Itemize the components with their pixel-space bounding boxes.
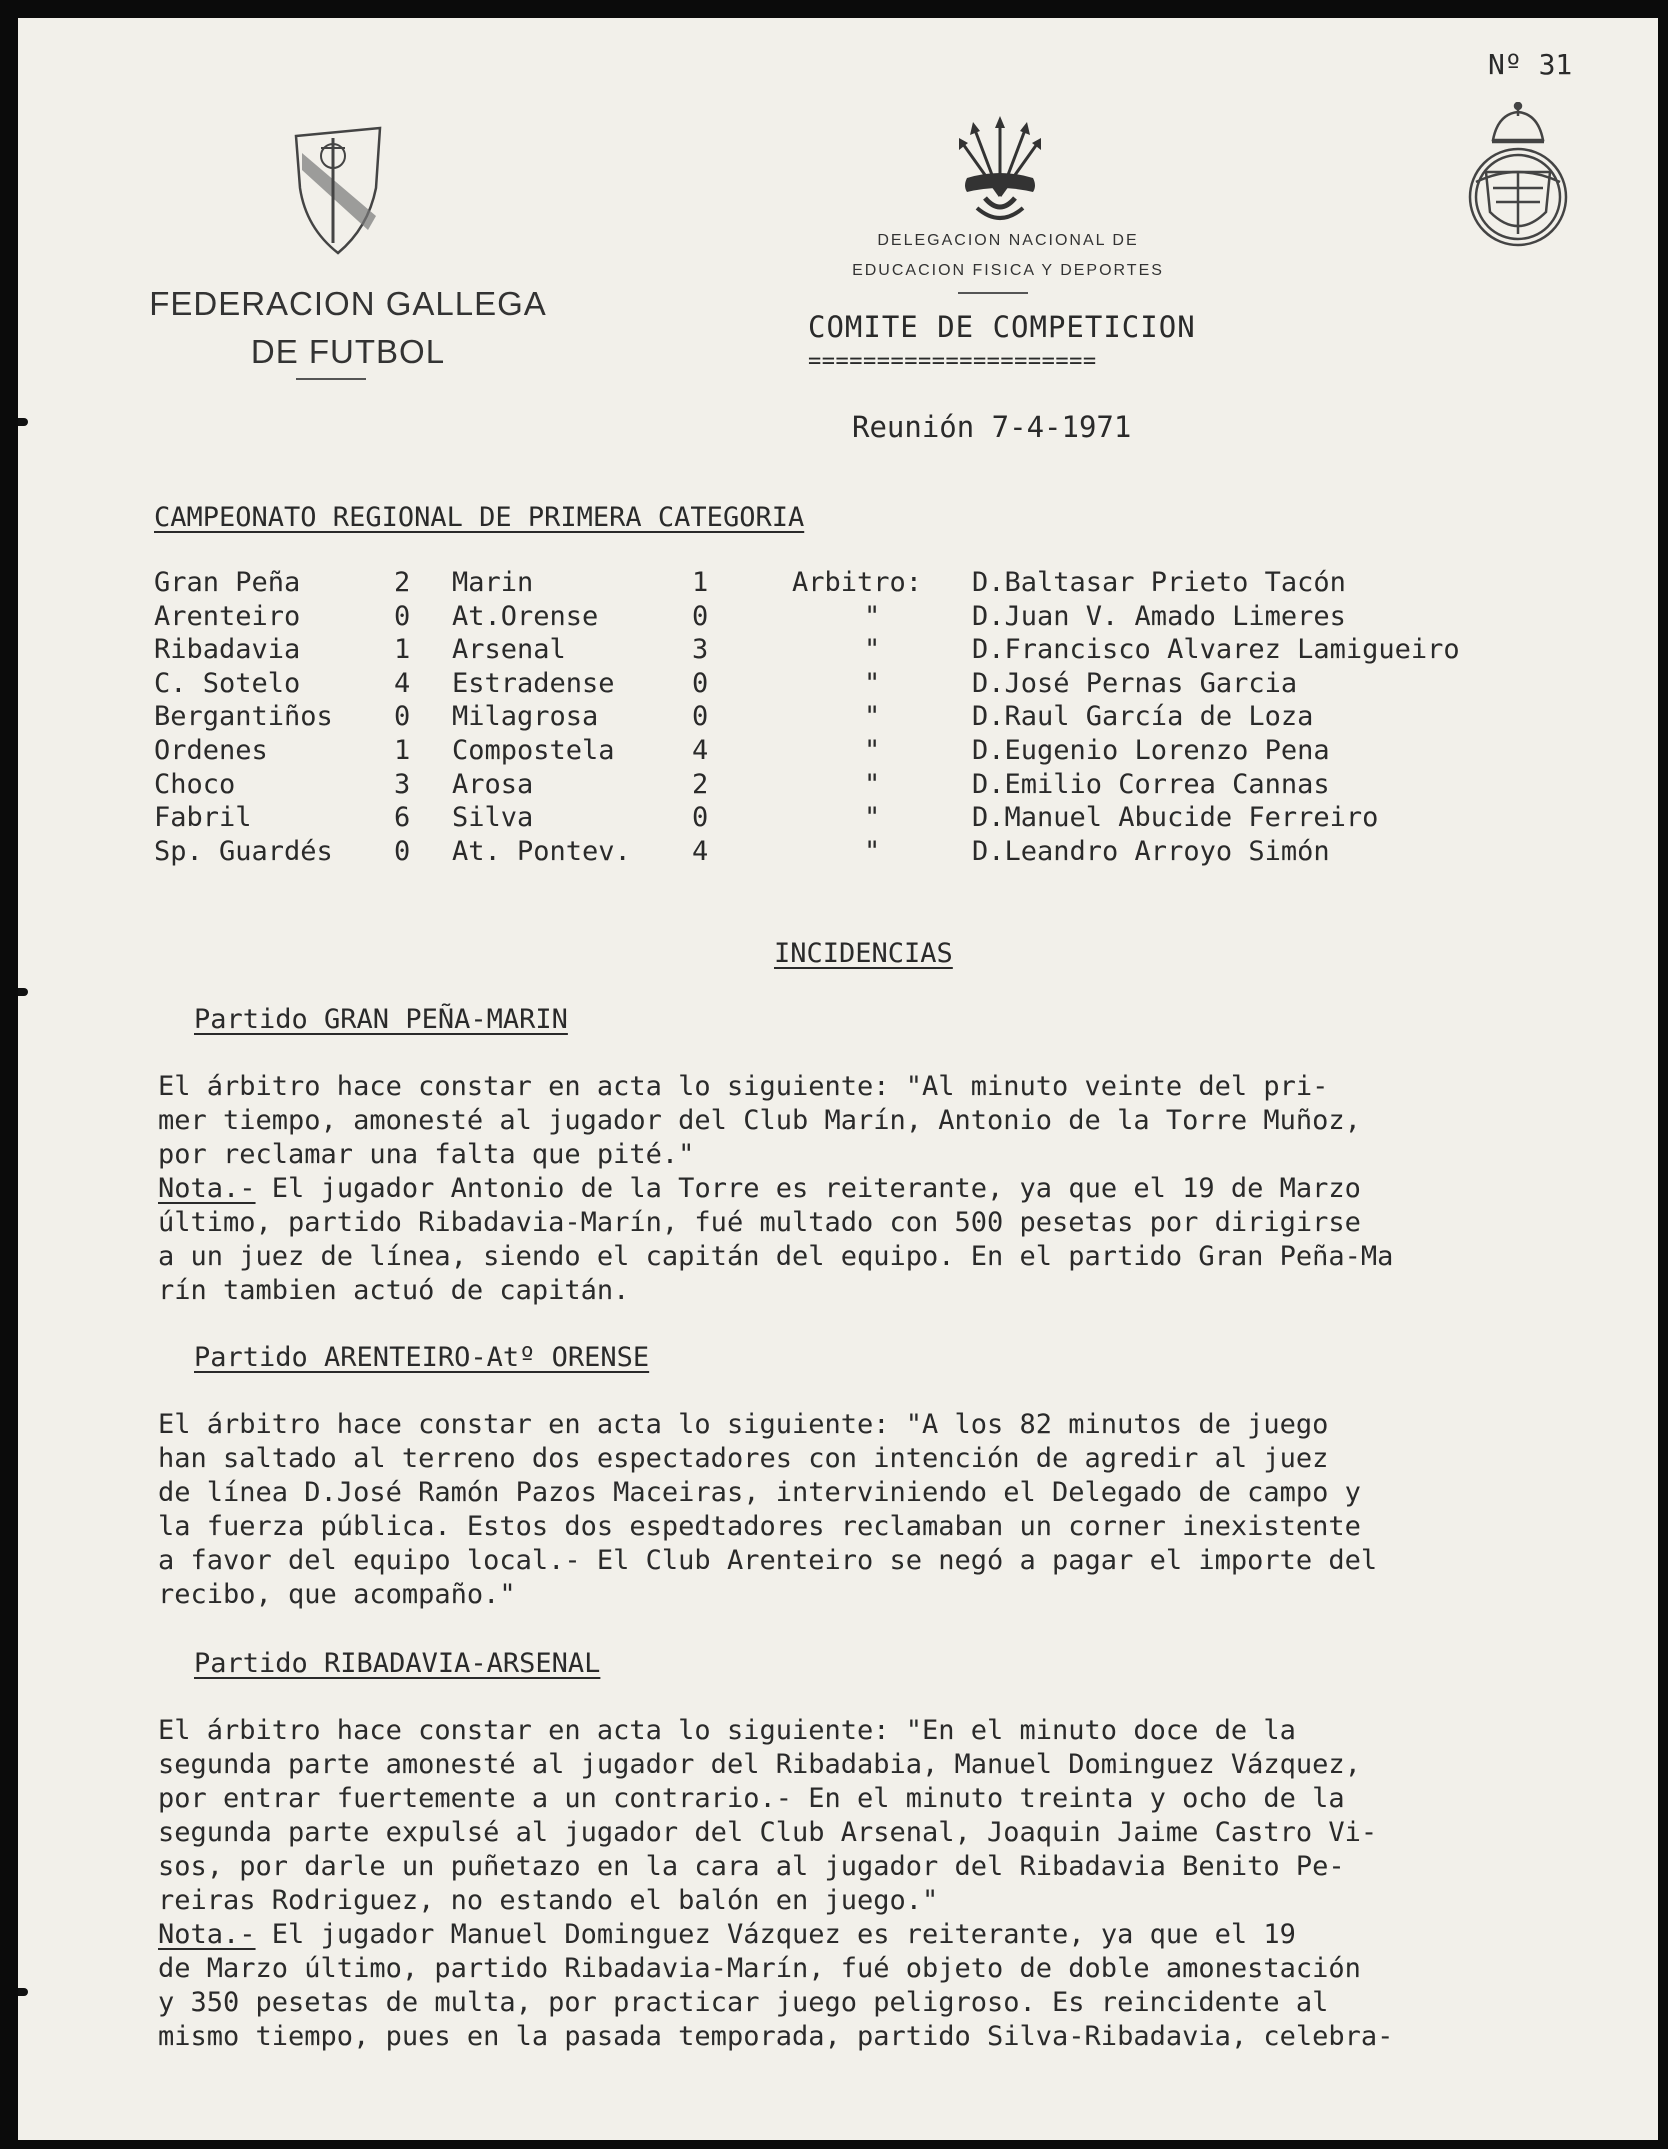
report-line: la fuerza pública. Estos dos espedtadores reclamaban un corner inexistente: [158, 1511, 1361, 1542]
report-line: mer tiempo, amonesté al jugador del Club Marín, Antonio de la Torre Muñoz,: [158, 1105, 1361, 1136]
referee-name: D.Leandro Arroyo Simón: [972, 835, 1330, 867]
referee-name: D.Emilio Correa Cannas: [972, 768, 1330, 800]
home-team: Fabril: [154, 802, 252, 834]
referee-label: Arbitro:: [792, 567, 923, 598]
home-goals: 4: [394, 667, 411, 699]
home-team: Arenteiro: [154, 600, 301, 632]
match1-report: [158, 1070, 1648, 1308]
federation-divider: [296, 378, 366, 380]
federation-shield-logo: [288, 118, 388, 258]
referee-name: D.Raul García de Loza: [972, 701, 1314, 733]
report-line: recibo, que acompaño.": [158, 1579, 516, 1610]
home-team: Choco: [154, 768, 236, 800]
away-goals: 0: [692, 802, 709, 834]
home-goals: 0: [394, 600, 411, 632]
away-team: Silva: [452, 802, 534, 834]
result-row: [154, 801, 1654, 835]
home-goals: 2: [394, 567, 411, 598]
note-text: El jugador Manuel Dominguez Vázquez es reiterante, ya que el 19: [255, 1919, 1296, 1950]
document-page: [18, 18, 1658, 2140]
referee-ditto: ": [864, 768, 881, 800]
away-goals: 4: [692, 734, 709, 766]
home-goals: 0: [394, 835, 411, 867]
home-team: Ordenes: [154, 734, 268, 766]
document-number: Nº 31: [1488, 48, 1573, 81]
away-team: At. Pontev.: [452, 835, 631, 867]
note-line: a un juez de línea, siendo el capitán del equipo. En el partido Gran Peña-Ma: [158, 1241, 1394, 1272]
home-goals: 3: [394, 768, 411, 800]
meeting-date: Reunión 7-4-1971: [852, 410, 1132, 444]
federation-name-line1: FEDERACION GALLEGA: [149, 285, 547, 322]
delegation-divider: [958, 292, 1028, 294]
referee-ditto: ": [864, 634, 881, 666]
binder-hole: [18, 418, 28, 426]
yoke-arrows-emblem: [955, 116, 1045, 226]
home-goals: 6: [394, 802, 411, 834]
note-line: de Marzo último, partido Ribadavia-Marín, fué objeto de doble amonestación: [158, 1953, 1361, 1984]
away-team: Arsenal: [452, 634, 566, 666]
result-row: [154, 566, 1654, 600]
home-goals: 0: [394, 701, 411, 733]
binder-hole: [18, 988, 28, 996]
away-team: Arosa: [452, 768, 534, 800]
referee-name: D.Juan V. Amado Limeres: [972, 600, 1346, 632]
note-line: último, partido Ribadavia-Marín, fué multado con 500 pesetas por dirigirse: [158, 1207, 1361, 1238]
incidents-title: INCIDENCIAS: [774, 938, 953, 969]
away-goals: 0: [692, 667, 709, 699]
report-line: El árbitro hace constar en acta lo siguiente: "Al minuto veinte del pri-: [158, 1071, 1329, 1102]
referee-ditto: ": [864, 802, 881, 834]
result-row: [154, 768, 1654, 802]
referee-name: D.Francisco Alvarez Lamigueiro: [972, 634, 1460, 666]
note-line: [158, 1172, 1648, 1206]
away-team: Compostela: [452, 734, 615, 766]
result-row: [154, 600, 1654, 634]
referee-ditto: ": [864, 734, 881, 766]
home-goals: 1: [394, 634, 411, 666]
match2-heading: Partido ARENTEIRO-Atº ORENSE: [194, 1342, 650, 1373]
referee-ditto: ": [864, 600, 881, 632]
report-line: sos, por darle un puñetazo en la cara al jugador del Ribadavia Benito Pe-: [158, 1851, 1345, 1882]
result-row: [154, 700, 1654, 734]
delegation-line1: DELEGACION NACIONAL DE: [877, 232, 1139, 249]
home-team: C. Sotelo: [154, 667, 301, 699]
referee-ditto: ": [864, 701, 881, 733]
away-goals: 2: [692, 768, 709, 800]
match1-heading: Partido GRAN PEÑA-MARIN: [194, 1004, 568, 1035]
result-row: [154, 633, 1654, 667]
away-goals: 1: [692, 567, 709, 598]
referee-name: D.José Pernas Garcia: [972, 667, 1298, 699]
report-line: a favor del equipo local.- El Club Arenteiro se negó a pagar el importe del: [158, 1545, 1378, 1576]
away-team: At.Orense: [452, 600, 599, 632]
report-line: El árbitro hace constar en acta lo siguiente: "En el minuto doce de la: [158, 1715, 1296, 1746]
royal-crest-logo: [1458, 102, 1578, 252]
report-line: reiras Rodriguez, no estando el balón en juego.": [158, 1885, 939, 1916]
away-team: Marin: [452, 567, 534, 598]
report-line: El árbitro hace constar en acta lo siguiente: "A los 82 minutos de juego: [158, 1409, 1329, 1440]
committee-title: COMITE DE COMPETICION: [808, 310, 1196, 344]
result-row: [154, 667, 1654, 701]
away-goals: 0: [692, 701, 709, 733]
away-team: Milagrosa: [452, 701, 599, 733]
away-goals: 3: [692, 634, 709, 666]
away-goals: 0: [692, 600, 709, 632]
referee-ditto: ": [864, 667, 881, 699]
report-line: segunda parte amonesté al jugador del Ribadabia, Manuel Dominguez Vázquez,: [158, 1749, 1361, 1780]
home-team: Bergantiños: [154, 701, 333, 733]
championship-title: CAMPEONATO REGIONAL DE PRIMERA CATEGORIA: [154, 502, 805, 533]
referee-name: D.Baltasar Prieto Tacón: [972, 567, 1346, 598]
note-line: [158, 1918, 1648, 1952]
federation-name: [78, 280, 618, 376]
report-line: por entrar fuertemente a un contrario.- En el minuto treinta y ocho de la: [158, 1783, 1345, 1814]
home-team: Sp. Guardés: [154, 835, 333, 867]
match3-report: [158, 1714, 1648, 2054]
results-table: [154, 566, 1654, 868]
note-label: Nota.-: [158, 1173, 256, 1204]
note-line: mismo tiempo, pues en la pasada temporada, partido Silva-Ribadavia, celebra-: [158, 2021, 1394, 2052]
note-line: rín tambien actuó de capitán.: [158, 1275, 630, 1306]
referee-ditto: ": [864, 835, 881, 867]
note-text: El jugador Antonio de la Torre es reiterante, ya que el 19 de Marzo: [255, 1173, 1361, 1204]
delegation-name: [788, 226, 1228, 286]
referee-name: D.Manuel Abucide Ferreiro: [972, 802, 1379, 834]
binder-hole: [18, 1988, 28, 1996]
result-row: [154, 835, 1654, 869]
match2-report: [158, 1408, 1648, 1612]
report-line: por reclamar una falta que pité.": [158, 1139, 695, 1170]
federation-name-line2: DE FUTBOL: [250, 333, 446, 370]
delegation-line2: EDUCACION FISICA Y DEPORTES: [852, 262, 1164, 279]
committee-title-rule: =====================: [808, 349, 1097, 374]
report-line: segunda parte expulsé al jugador del Club Arsenal, Joaquin Jaime Castro Vi-: [158, 1817, 1378, 1848]
home-team: Ribadavia: [154, 634, 301, 666]
referee-name: D.Eugenio Lorenzo Pena: [972, 734, 1330, 766]
match3-heading: Partido RIBADAVIA-ARSENAL: [194, 1648, 601, 1679]
away-goals: 4: [692, 835, 709, 867]
away-team: Estradense: [452, 667, 615, 699]
note-label: Nota.-: [158, 1919, 256, 1950]
result-row: [154, 734, 1654, 768]
note-line: y 350 pesetas de multa, por practicar juego peligroso. Es reincidente al: [158, 1987, 1329, 2018]
report-line: han saltado al terreno dos espectadores con intención de agredir al juez: [158, 1443, 1329, 1474]
home-goals: 1: [394, 734, 411, 766]
home-team: Gran Peña: [154, 567, 301, 598]
report-line: de línea D.José Ramón Pazos Maceiras, interviniendo el Delegado de campo y: [158, 1477, 1361, 1508]
